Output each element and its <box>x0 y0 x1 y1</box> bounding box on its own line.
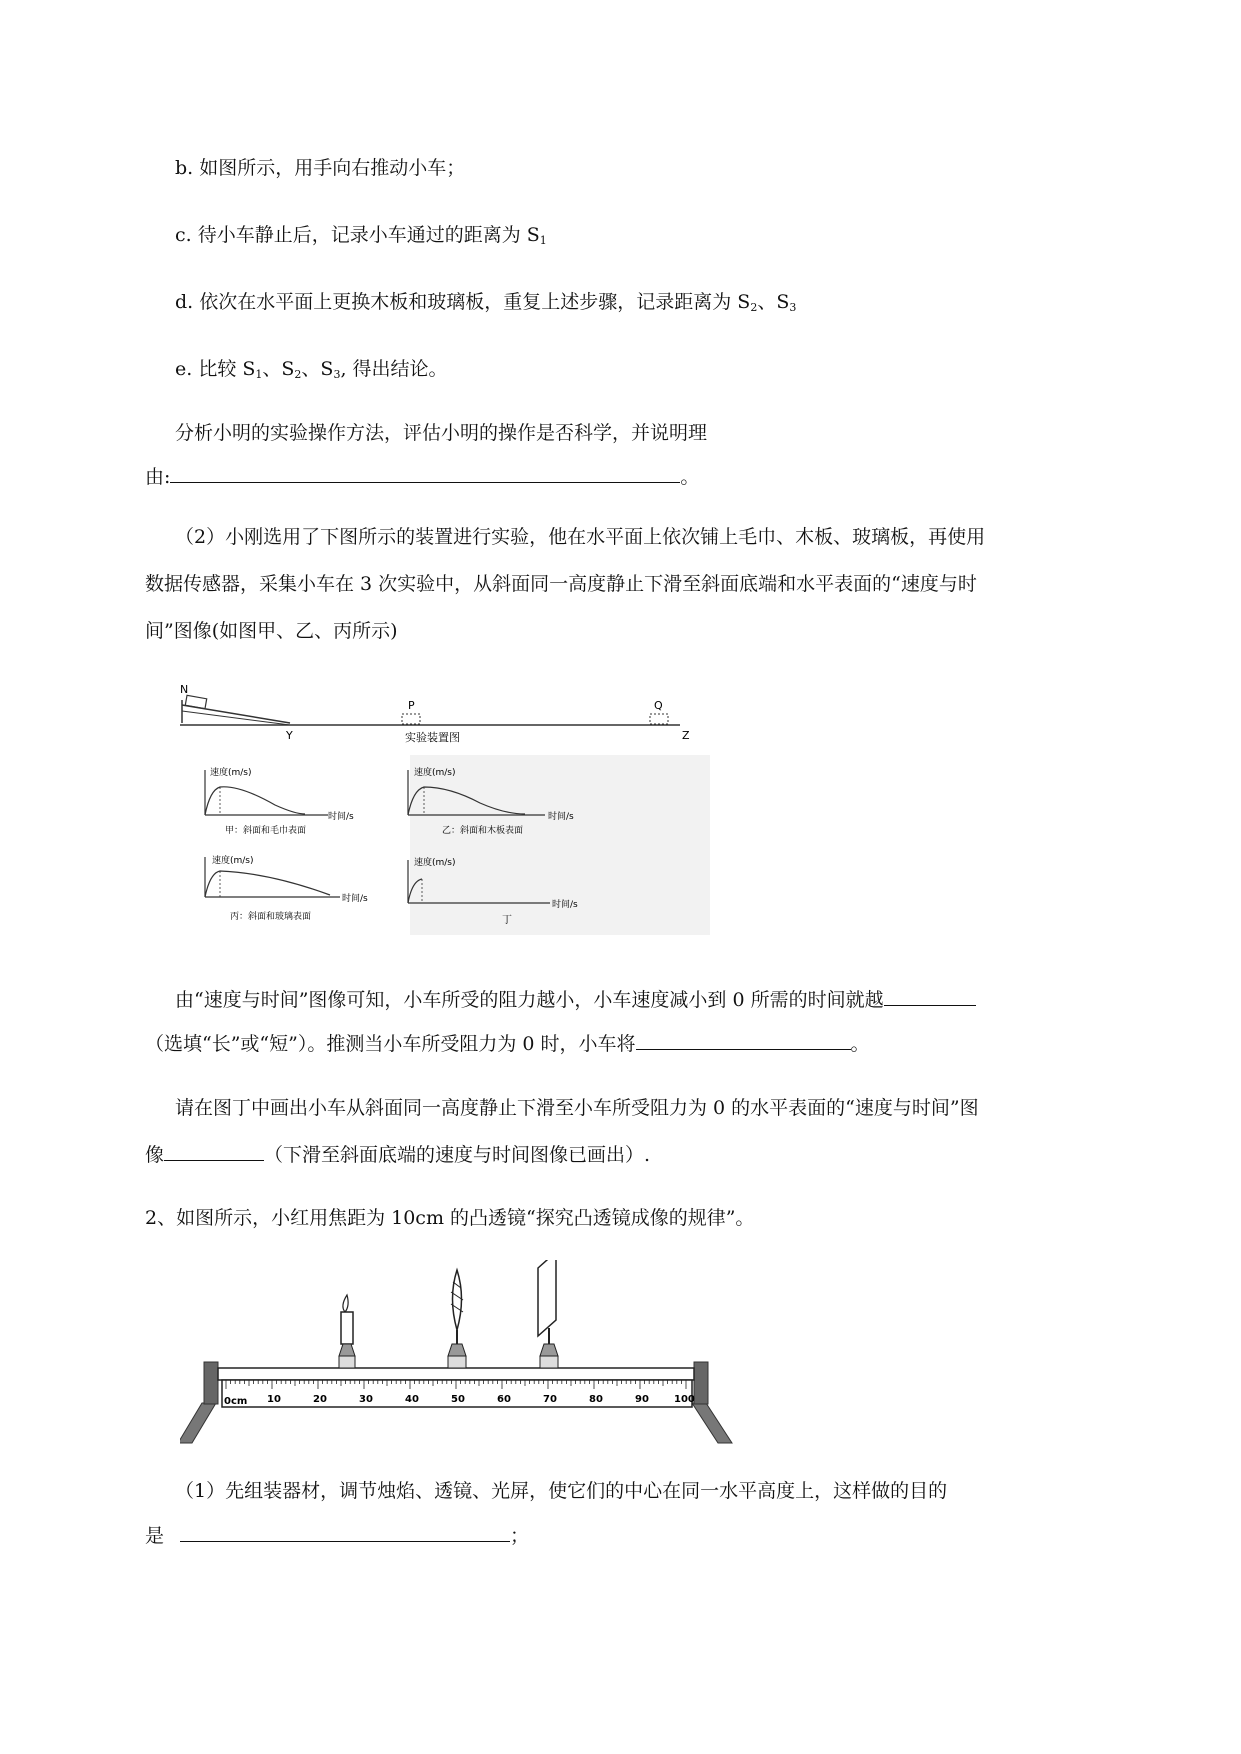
step-e-text: e. 比较 S <box>175 358 256 380</box>
q2-sub1-line-2 <box>145 1521 529 1549</box>
analysis-line-1: 分析小明的实验操作方法，评估小明的操作是否科学，并说明理 <box>175 422 708 444</box>
label-p: P <box>408 699 415 712</box>
answer-blank-reason[interactable] <box>170 462 680 483</box>
draw-prefix: 像 <box>145 1144 165 1166</box>
candle-body <box>341 1312 353 1344</box>
step-d <box>175 289 796 321</box>
cart-position-q <box>650 714 668 724</box>
light-screen <box>538 1260 558 1368</box>
lens-icon <box>453 1270 462 1330</box>
step-c <box>175 222 547 254</box>
graph-yi-xlabel: 时间/s <box>548 812 574 822</box>
ruler-label-90: 90 <box>635 1394 649 1405</box>
convex-lens <box>448 1270 466 1368</box>
graph-jia-caption: 甲：斜面和毛巾表面 <box>225 826 307 836</box>
optical-bench-figure <box>180 1260 740 1450</box>
step-d-subscript-1: 2 <box>750 301 758 314</box>
lens-holder <box>448 1344 466 1356</box>
step-e-subscript-3: 3 <box>333 368 341 381</box>
ruler-label-0: 0cm <box>224 1396 248 1407</box>
graph-jia <box>205 766 354 836</box>
graph-ding-caption: 丁 <box>502 915 512 926</box>
graph-jia-ylabel: 速度(m/s) <box>210 768 252 778</box>
analysis-suffix: 。 <box>680 466 700 488</box>
answer-blank-time[interactable] <box>884 985 976 1006</box>
ruler-label-30: 30 <box>359 1394 373 1405</box>
step-d-subscript-2: 3 <box>789 301 797 314</box>
screen-icon <box>538 1260 556 1336</box>
label-y: Y <box>286 729 293 742</box>
conclusion-line-1 <box>175 985 976 1013</box>
conclusion-text: 由“速度与时间”图像可知，小车所受的阻力越小，小车速度减小到 0 所需的时间就越 <box>175 989 884 1011</box>
cart-position-p <box>402 714 420 724</box>
screen-base <box>540 1356 558 1368</box>
answer-blank-graph[interactable] <box>164 1140 264 1161</box>
graph-yi-caption: 乙：斜面和木板表面 <box>442 826 524 836</box>
step-e-subscript-2: 2 <box>294 368 302 381</box>
analysis-line-2 <box>145 462 699 490</box>
question-2-title: 2、如图所示，小红用焦距为 10cm 的凸透镜“探究凸透镜成像的规律”。 <box>145 1207 755 1229</box>
answer-blank-purpose[interactable] <box>180 1521 510 1542</box>
draw-line-2 <box>145 1140 650 1168</box>
candle-base <box>339 1356 355 1368</box>
ramp-bottom <box>182 711 290 725</box>
graph-bing-xlabel: 时间/s <box>342 894 368 904</box>
candle <box>339 1295 355 1368</box>
part2-line-1: （2）小刚选用了下图所示的装置进行实验，他在水平面上依次铺上毛巾、木板、玻璃板，再使用 <box>175 526 986 548</box>
step-d-separator: 、S <box>757 291 790 313</box>
analysis-prefix: 由: <box>145 466 171 488</box>
q2-sub1-suffix: ； <box>510 1525 530 1547</box>
bench-left-end <box>204 1362 218 1404</box>
graph-bing <box>205 854 368 922</box>
step-e-separator-2: 、S <box>301 358 334 380</box>
step-c-subscript: 1 <box>539 234 547 247</box>
answer-blank-motion[interactable] <box>636 1029 851 1050</box>
label-z: Z <box>682 729 690 742</box>
label-n: N <box>180 683 189 696</box>
draw-suffix: （下滑至斜面底端的速度与时间图像已画出）. <box>264 1144 651 1166</box>
step-e-subscript-1: 1 <box>255 368 263 381</box>
bench-rail <box>218 1368 694 1380</box>
ruler-label-40: 40 <box>405 1394 419 1405</box>
ruler-label-50: 50 <box>451 1394 465 1405</box>
graph-bing-curve <box>205 871 330 897</box>
bench-left-leg <box>180 1403 216 1443</box>
q2-sub1-line-1: （1）先组装器材，调节烛焰、透镜、光屏，使它们的中心在同一水平高度上，这样做的目的 <box>175 1480 948 1502</box>
step-e <box>175 356 448 388</box>
apparatus-figure <box>180 675 710 935</box>
conclusion-line-2 <box>145 1029 870 1057</box>
conclusion-suffix: 。 <box>850 1033 870 1055</box>
step-b: b. 如图所示，用手向右推动小车； <box>175 157 466 179</box>
step-d-text: d. 依次在水平面上更换木板和玻璃板，重复上述步骤，记录距离为 S <box>175 291 751 313</box>
apparatus-caption: 实验装置图 <box>405 731 460 744</box>
ruler-label-70: 70 <box>543 1394 557 1405</box>
ruler-label-100: 100 <box>674 1394 695 1405</box>
lens-base <box>448 1356 466 1368</box>
part2-line-2: 数据传感器，采集小车在 3 次实验中，从斜面同一高度静止下滑至斜面底端和水平表面的“速度与时 <box>145 573 977 595</box>
label-q: Q <box>654 699 663 712</box>
graph-yi-ylabel: 速度(m/s) <box>414 768 456 778</box>
bench-right-leg <box>692 1403 732 1443</box>
step-c-text: c. 待小车静止后，记录小车通过的距离为 S <box>175 224 540 246</box>
screen-holder <box>540 1344 558 1356</box>
graph-ding-xlabel: 时间/s <box>552 900 578 910</box>
q2-sub1-prefix: 是 <box>145 1525 165 1547</box>
conclusion-line-2-text: （选填“长”或“短”）。推测当小车所受阻力为 0 时，小车将 <box>145 1033 636 1055</box>
ruler-label-10: 10 <box>267 1394 281 1405</box>
ruler-label-80: 80 <box>589 1394 603 1405</box>
ruler-label-20: 20 <box>313 1394 327 1405</box>
step-e-suffix: , 得出结论。 <box>340 358 448 380</box>
ruler-label-60: 60 <box>497 1394 511 1405</box>
candle-flame-icon <box>343 1295 348 1312</box>
step-e-separator-1: 、S <box>262 358 295 380</box>
graph-bing-caption: 丙：斜面和玻璃表面 <box>230 912 312 922</box>
graph-bing-ylabel: 速度(m/s) <box>212 856 254 866</box>
graph-jia-xlabel: 时间/s <box>328 812 354 822</box>
draw-line-1: 请在图丁中画出小车从斜面同一高度静止下滑至小车所受阻力为 0 的水平表面的“速度与时间”图 <box>175 1097 979 1119</box>
candle-holder <box>339 1344 355 1356</box>
bench-right-end <box>694 1362 708 1404</box>
part2-line-3: 间”图像(如图甲、乙、丙所示) <box>145 620 398 642</box>
graph-ding-ylabel: 速度(m/s) <box>414 858 456 868</box>
